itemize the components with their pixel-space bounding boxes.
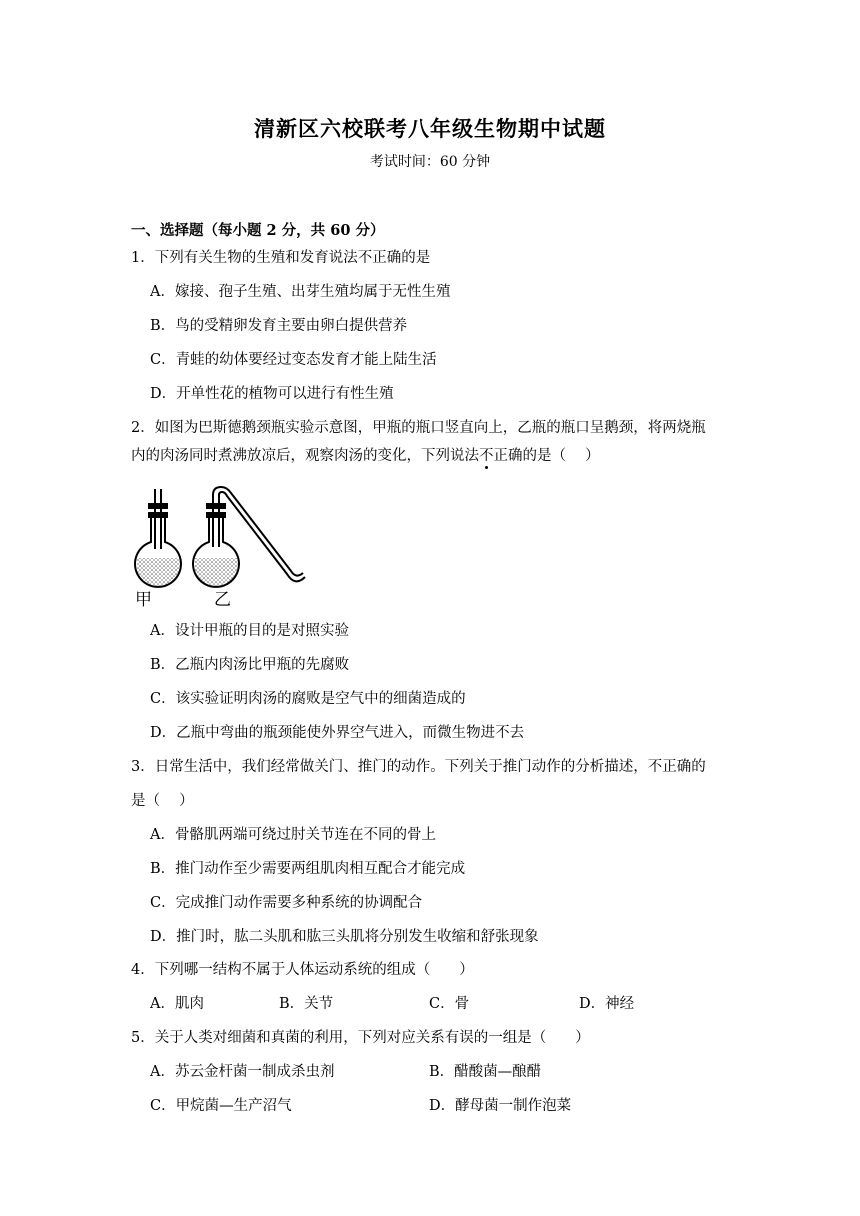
question-2-option-b: B．乙瓶内肉汤比甲瓶的先腐败	[150, 657, 350, 673]
flask-label-jia: 甲	[135, 590, 152, 610]
question-1-option-c: C．青蛙的幼体要经过变态发育才能上陆生活	[150, 352, 437, 368]
page-title: 清新区六校联考八年级生物期中试题	[254, 116, 606, 141]
question-2-option-c: C．该实验证明肉汤的腐败是空气中的细菌造成的	[150, 691, 466, 707]
question-5-option-a: A．苏云金杆菌一制成杀虫剂	[150, 1064, 335, 1080]
question-2-stem-text: 内的肉汤同时煮沸放凉后，观察肉汤的变化，下列说法	[131, 448, 479, 464]
flask-jia	[135, 489, 181, 588]
question-5-option-b: B．醋酸菌—酿醋	[429, 1064, 542, 1080]
question-2-option-a: A．设计甲瓶的目的是对照实验	[150, 623, 349, 639]
question-3-option-d: D．推门时，肱二头肌和肱三头肌将分别发生收缩和舒张现象	[150, 929, 539, 945]
section-heading: 一、选择题（每小题 2 分，共 60 分）	[131, 222, 385, 239]
question-1-option-a: A．嫁接、孢子生殖、出芽生殖均属于无性生殖	[150, 284, 451, 300]
question-2-stem-line-1: 2．如图为巴斯德鹅颈瓶实验示意图，甲瓶的瓶口竖直向上，乙瓶的瓶口呈鹅颈，将两烧瓶	[131, 420, 706, 436]
question-4-option-d: D．神经	[579, 996, 635, 1012]
question-4-option-b: B．关节	[279, 996, 334, 1012]
flask-yi	[193, 487, 305, 588]
question-1-option-d: D．开单性花的植物可以进行有性生殖	[150, 386, 394, 402]
question-1-stem: 1．下列有关生物的生殖和发育说法不正确的是	[131, 250, 431, 266]
question-2-stem-text-end: 正确的是（ ）	[493, 448, 600, 464]
question-3-stem-line-2: 是（ ）	[131, 793, 194, 809]
question-5-option-c: C．甲烷菌—生产沼气	[150, 1098, 292, 1114]
question-4-option-c: C．骨	[429, 996, 470, 1012]
question-1-option-b: B．鸟的受精卵发育主要由卵白提供营养	[150, 318, 408, 334]
question-2-option-d: D．乙瓶中弯曲的瓶颈能使外界空气进入，而微生物进不去	[150, 725, 525, 741]
question-3-option-a: A．骨骼肌两端可绕过肘关节连在不同的骨上	[150, 827, 436, 843]
exam-duration: 考试时间：60 分钟	[369, 154, 491, 170]
flask-label-yi: 乙	[214, 590, 231, 610]
question-2-stem-line-2	[131, 444, 600, 465]
pasteur-flask-diagram	[131, 481, 306, 611]
emphasis-dot-text: 不	[479, 444, 494, 465]
question-3-option-c: C．完成推门动作需要多种系统的协调配合	[150, 895, 423, 911]
question-5-option-d: D．酵母菌一制作泡菜	[429, 1098, 572, 1114]
question-4-option-a: A．肌肉	[150, 996, 204, 1012]
question-4-stem: 4．下列哪一结构不属于人体运动系统的组成（ ）	[131, 962, 474, 978]
question-3-stem-line-1: 3．日常生活中，我们经常做关门、推门的动作。下列关于推门动作的分析描述，不正确的	[131, 759, 706, 775]
question-5-stem: 5．关于人类对细菌和真菌的利用，下列对应关系有误的一组是（ ）	[131, 1030, 590, 1046]
question-3-option-b: B．推门动作至少需要两组肌肉相互配合才能完成	[150, 861, 466, 877]
